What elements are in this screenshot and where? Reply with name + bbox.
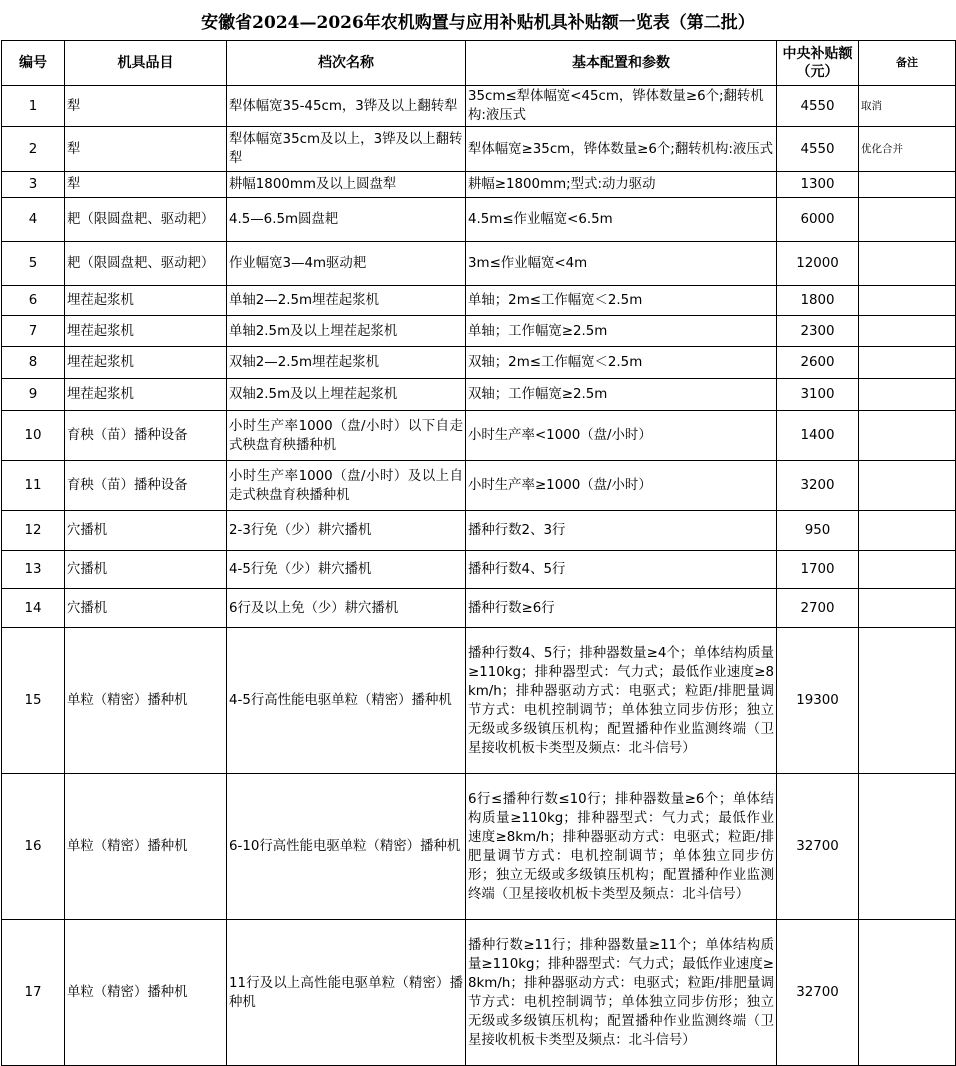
cell-no: 8 — [2, 347, 65, 379]
cell-grade: 耕幅1800mm及以上圆盘犁 — [227, 172, 466, 198]
cell-no: 1 — [2, 86, 65, 127]
cell-no: 13 — [2, 551, 65, 589]
table-row — [2, 411, 956, 461]
cell-item: 犁 — [65, 127, 227, 172]
cell-grade: 双轴2.5m及以上埋茬起浆机 — [227, 379, 466, 411]
cell-remark — [859, 347, 956, 379]
cell-config: 播种行数≥11行；排种器数量≥11个；单体结构质量≥110kg；排种器型式：气力式；最低作业速度≥8km/h；排种器驱动方式：电驱式；粒距/排肥量调节方式：电机控制调节；单体独立同步仿形；独立无级或多级镇压机构；配置播种作业监测终端（卫星接收机板卡类型及频点：北斗信号） — [466, 920, 777, 1066]
cell-grade: 4-5行免（少）耕穴播机 — [227, 551, 466, 589]
cell-amount: 12000 — [777, 242, 859, 286]
page-title: 安徽省2024—2026年农机购置与应用补贴机具补贴额一览表（第二批） — [201, 12, 755, 33]
cell-amount: 1400 — [777, 411, 859, 461]
cell-amount: 1700 — [777, 551, 859, 589]
header-config: 基本配置和参数 — [466, 41, 777, 86]
cell-amount: 4550 — [777, 86, 859, 127]
table-row — [2, 86, 956, 127]
cell-config: 播种行数4、5行；排种器数量≥4个；单体结构质量≥110kg；排种器型式：气力式；最低作业速度≥8km/h；排种器驱动方式：电驱式；粒距/排肥量调节方式：电机控制调节；单体独立同步仿形；独立无级或多级镇压机构；配置播种作业监测终端（卫星接收机板卡类型及频点：北斗信号） — [466, 628, 777, 774]
cell-amount: 2600 — [777, 347, 859, 379]
cell-amount: 1300 — [777, 172, 859, 198]
cell-no: 15 — [2, 628, 65, 774]
cell-config: 双轴；2m≤工作幅宽＜2.5m — [466, 347, 777, 379]
table-row — [2, 242, 956, 286]
table-row — [2, 551, 956, 589]
cell-item: 穴播机 — [65, 589, 227, 628]
cell-grade: 单轴2.5m及以上埋茬起浆机 — [227, 316, 466, 347]
cell-item: 单粒（精密）播种机 — [65, 628, 227, 774]
header-grade: 档次名称 — [227, 41, 466, 86]
table-header-row — [2, 41, 956, 86]
cell-grade: 小时生产率1000（盘/小时）以下自走式秧盘育秧播种机 — [227, 411, 466, 461]
cell-item: 育秧（苗）播种设备 — [65, 461, 227, 511]
cell-grade: 小时生产率1000（盘/小时）及以上自走式秧盘育秧播种机 — [227, 461, 466, 511]
cell-amount: 2700 — [777, 589, 859, 628]
table-row — [2, 774, 956, 920]
cell-remark — [859, 920, 956, 1066]
cell-grade: 作业幅宽3—4m驱动耙 — [227, 242, 466, 286]
table-row — [2, 461, 956, 511]
cell-item: 单粒（精密）播种机 — [65, 774, 227, 920]
header-no: 编号 — [2, 41, 65, 86]
cell-amount: 2300 — [777, 316, 859, 347]
cell-item: 埋茬起浆机 — [65, 286, 227, 316]
table-row — [2, 347, 956, 379]
table-row — [2, 511, 956, 551]
cell-grade: 单轴2—2.5m埋茬起浆机 — [227, 286, 466, 316]
cell-remark — [859, 316, 956, 347]
cell-item: 单粒（精密）播种机 — [65, 920, 227, 1066]
cell-no: 12 — [2, 511, 65, 551]
cell-config: 双轴；工作幅宽≥2.5m — [466, 379, 777, 411]
cell-remark: 取消 — [859, 86, 956, 127]
cell-grade: 犁体幅宽35-45cm，3铧及以上翻转犁 — [227, 86, 466, 127]
table-row — [2, 920, 956, 1066]
cell-item: 埋茬起浆机 — [65, 316, 227, 347]
cell-grade: 双轴2—2.5m埋茬起浆机 — [227, 347, 466, 379]
cell-amount: 32700 — [777, 774, 859, 920]
cell-item: 埋茬起浆机 — [65, 347, 227, 379]
table-row — [2, 589, 956, 628]
cell-item: 育秧（苗）播种设备 — [65, 411, 227, 461]
cell-remark — [859, 172, 956, 198]
cell-no: 10 — [2, 411, 65, 461]
cell-remark — [859, 242, 956, 286]
cell-remark — [859, 589, 956, 628]
cell-config: 6行≤播种行数≤10行；排种器数量≥6个；单体结构质量≥110kg；排种器型式：气力式；最低作业速度≥8km/h；排种器驱动方式：电驱式；粒距/排肥量调节方式：电机控制调节；单体独立同步仿形；独立无级或多级镇压机构；配置播种作业监测终端（卫星接收机板卡类型及频点：北斗信号） — [466, 774, 777, 920]
cell-no: 9 — [2, 379, 65, 411]
cell-grade: 4.5—6.5m圆盘耙 — [227, 198, 466, 242]
table-row — [2, 198, 956, 242]
cell-item: 犁 — [65, 86, 227, 127]
cell-no: 16 — [2, 774, 65, 920]
cell-no: 6 — [2, 286, 65, 316]
cell-config: 3m≤作业幅宽<4m — [466, 242, 777, 286]
cell-no: 2 — [2, 127, 65, 172]
table-row — [2, 628, 956, 774]
cell-amount: 3200 — [777, 461, 859, 511]
cell-amount: 1800 — [777, 286, 859, 316]
cell-item: 穴播机 — [65, 511, 227, 551]
cell-grade: 6-10行高性能电驱单粒（精密）播种机 — [227, 774, 466, 920]
cell-amount: 950 — [777, 511, 859, 551]
cell-remark — [859, 411, 956, 461]
cell-config: 单轴；2m≤工作幅宽＜2.5m — [466, 286, 777, 316]
cell-no: 14 — [2, 589, 65, 628]
cell-config: 小时生产率<1000（盘/小时） — [466, 411, 777, 461]
table-row — [2, 172, 956, 198]
cell-config: 犁体幅宽≥35cm，铧体数量≥6个;翻转机构:液压式 — [466, 127, 777, 172]
cell-no: 7 — [2, 316, 65, 347]
cell-amount: 3100 — [777, 379, 859, 411]
cell-config: 播种行数≥6行 — [466, 589, 777, 628]
cell-no: 4 — [2, 198, 65, 242]
cell-amount: 19300 — [777, 628, 859, 774]
cell-config: 播种行数2、3行 — [466, 511, 777, 551]
cell-remark: 优化合并 — [859, 127, 956, 172]
cell-remark — [859, 628, 956, 774]
cell-item: 犁 — [65, 172, 227, 198]
cell-no: 3 — [2, 172, 65, 198]
cell-no: 5 — [2, 242, 65, 286]
cell-remark — [859, 774, 956, 920]
cell-config: 4.5m≤作业幅宽<6.5m — [466, 198, 777, 242]
cell-grade: 4-5行高性能电驱单粒（精密）播种机 — [227, 628, 466, 774]
cell-grade: 6行及以上免（少）耕穴播机 — [227, 589, 466, 628]
cell-remark — [859, 461, 956, 511]
cell-remark — [859, 551, 956, 589]
header-remark: 备注 — [859, 41, 956, 86]
cell-config: 小时生产率≥1000（盘/小时） — [466, 461, 777, 511]
header-item: 机具品目 — [65, 41, 227, 86]
cell-remark — [859, 379, 956, 411]
cell-amount: 4550 — [777, 127, 859, 172]
cell-grade: 犁体幅宽35cm及以上，3铧及以上翻转犁 — [227, 127, 466, 172]
cell-item: 耙（限圆盘耙、驱动耙） — [65, 242, 227, 286]
cell-no: 17 — [2, 920, 65, 1066]
table-row — [2, 316, 956, 347]
cell-grade: 11行及以上高性能电驱单粒（精密）播种机 — [227, 920, 466, 1066]
subsidy-table — [1, 40, 956, 1066]
table-row — [2, 379, 956, 411]
cell-grade: 2-3行免（少）耕穴播机 — [227, 511, 466, 551]
cell-remark — [859, 511, 956, 551]
cell-config: 耕幅≥1800mm;型式:动力驱动 — [466, 172, 777, 198]
table-row — [2, 127, 956, 172]
cell-item: 埋茬起浆机 — [65, 379, 227, 411]
cell-config: 播种行数4、5行 — [466, 551, 777, 589]
cell-item: 穴播机 — [65, 551, 227, 589]
cell-remark — [859, 286, 956, 316]
cell-item: 耙（限圆盘耙、驱动耙） — [65, 198, 227, 242]
table-row — [2, 286, 956, 316]
cell-no: 11 — [2, 461, 65, 511]
cell-amount: 32700 — [777, 920, 859, 1066]
header-amount: 中央补贴额（元） — [777, 41, 859, 86]
cell-config: 单轴；工作幅宽≥2.5m — [466, 316, 777, 347]
cell-config: 35cm≤犁体幅宽<45cm，铧体数量≥6个;翻转机构:液压式 — [466, 86, 777, 127]
cell-amount: 6000 — [777, 198, 859, 242]
cell-remark — [859, 198, 956, 242]
